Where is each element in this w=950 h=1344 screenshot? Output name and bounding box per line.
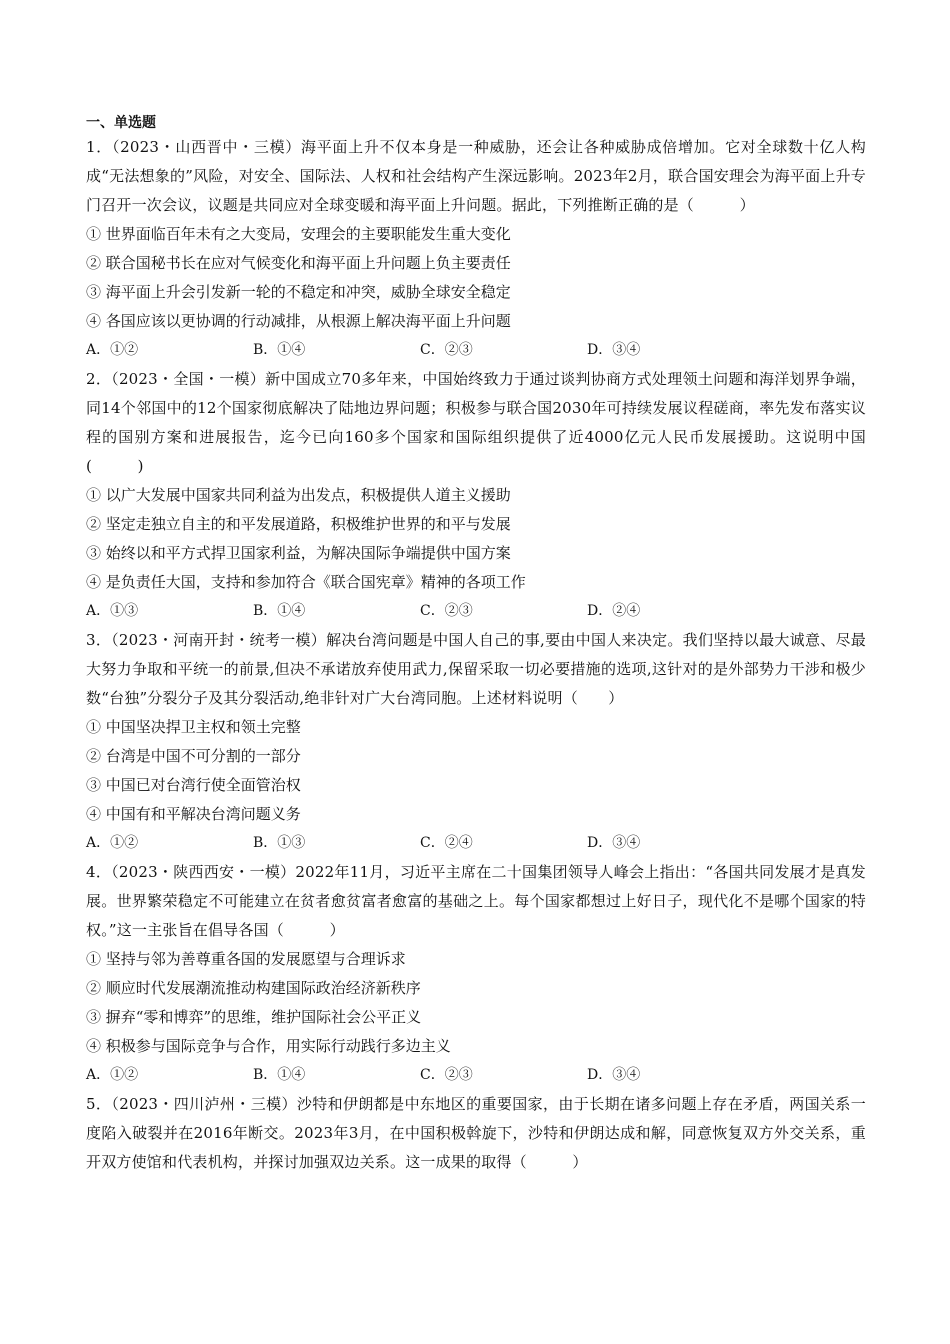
answer-choices <box>86 829 866 858</box>
answer-choices <box>86 597 866 626</box>
question-stem: 1．（2023・山西晋中・三模）海平面上升不仅本身是一种威胁，还会让各种威胁成倍增加。它对全球数十亿人构成“无法想象的”风险，对安全、国际法、人权和社会结构产生深远影响。2023年2月，联合国安理会为海平面上升专门召开一次会议，议题是共同应对全球变暖和海平面上升问题。据此，下列推断正确的是（ ） <box>86 138 866 214</box>
question-4 <box>86 858 866 1090</box>
answer-choice-a: A．①② <box>86 342 139 358</box>
question-stem: 4．（2023・陕西西安・一模）2022年11月，习近平主席在二十国集团领导人峰会上指出：“各国共同发展才是真发展。世界繁荣稳定不可能建立在贫者愈贫富者愈富的基础之上。每个国家都想过上好日子，现代化不是哪个国家的特权。”这一主张旨在倡导各国（ ） <box>86 863 866 939</box>
statement-option: ③ 摒弃“零和博弈”的思维，维护国际社会公平正义 <box>86 1008 422 1026</box>
answer-choice-b: B．①④ <box>253 342 306 358</box>
statement-option: ② 顺应时代发展潮流推动构建国际政治经济新秩序 <box>86 979 421 997</box>
answer-choice-c: C．②③ <box>420 1067 473 1083</box>
answer-choice-d: D．②④ <box>587 603 641 619</box>
statement-option: ④ 是负责任大国，支持和参加符合《联合国宪章》精神的各项工作 <box>86 573 526 591</box>
statement-option: ③ 中国已对台湾行使全面管治权 <box>86 776 301 794</box>
statement-option: ① 中国坚决捍卫主权和领土完整 <box>86 718 301 736</box>
answer-choices <box>86 336 866 365</box>
answer-choice-b: B．①④ <box>253 1067 306 1083</box>
statement-option: ③ 海平面上升会引发新一轮的不稳定和冲突，威胁全球安全稳定 <box>86 283 511 301</box>
statement-option: ② 联合国秘书长在应对气候变化和海平面上升问题上负主要责任 <box>86 254 511 272</box>
statement-option: ④ 积极参与国际竞争与合作，用实际行动践行多边主义 <box>86 1037 451 1055</box>
answer-choices <box>86 1061 866 1090</box>
question-2 <box>86 365 866 626</box>
statement-option: ① 以广大发展中国家共同利益为出发点，积极提供人道主义援助 <box>86 486 511 504</box>
question-3 <box>86 626 866 858</box>
question-5 <box>86 1090 866 1177</box>
statement-option: ① 世界面临百年未有之大变局，安理会的主要职能发生重大变化 <box>86 225 511 243</box>
statement-option: ② 坚定走独立自主的和平发展道路，积极维护世界的和平与发展 <box>86 515 511 533</box>
answer-choice-c: C．②③ <box>420 342 473 358</box>
statement-option: ④ 中国有和平解决台湾问题义务 <box>86 805 301 823</box>
answer-choice-c: C．②③ <box>420 603 473 619</box>
answer-choice-b: B．①④ <box>253 603 306 619</box>
question-stem: 5．（2023・四川泸州・三模）沙特和伊朗都是中东地区的重要国家，由于长期在诸多问题上存在矛盾，两国关系一度陷入破裂并在2016年断交。2023年3月，在中国积极斡旋下，沙特和伊朗达成和解，同意恢复双方外交关系，重开双方使馆和代表机构，并探讨加强双边关系。这一成果的取得（ ） <box>86 1095 866 1171</box>
statement-option: ② 台湾是中国不可分割的一部分 <box>86 747 301 765</box>
answer-choice-d: D．③④ <box>587 1067 641 1083</box>
answer-choice-a: A．①② <box>86 835 139 851</box>
question-list <box>86 113 866 1177</box>
section-title: 一、单选题 <box>86 115 156 131</box>
statement-option: ① 坚持与邻为善尊重各国的发展愿望与合理诉求 <box>86 950 406 968</box>
statement-option: ③ 始终以和平方式捍卫国家利益，为解决国际争端提供中国方案 <box>86 544 511 562</box>
question-stem: 2．（2023・全国・一模）新中国成立70多年来，中国始终致力于通过谈判协商方式处理领土问题和海洋划界争端，同14个邻国中的12个国家彻底解决了陆地边界问题；积极参与联合国2030年可持续发展议程磋商，率先发布落实议程的国别方案和进展报告，迄今已向160多个国家和国际组织提供了近4000亿元人民币发展援助。这说明中国( ) <box>86 370 866 475</box>
answer-choice-b: B．①③ <box>253 835 306 851</box>
statement-option: ④ 各国应该以更协调的行动减排，从根源上解决海平面上升问题 <box>86 312 511 330</box>
answer-choice-a: A．①② <box>86 1067 139 1083</box>
answer-choice-c: C．②④ <box>420 835 473 851</box>
question-stem: 3．（2023・河南开封・统考一模）解决台湾问题是中国人自己的事,要由中国人来决定。我们坚持以最大诚意、尽最大努力争取和平统一的前景,但决不承诺放弃使用武力,保留采取一切必要措施的选项,这针对的是外部势力干涉和极少数“台独”分裂分子及其分裂活动,绝非针对广大台湾同胞。上述材料说明（ ） <box>86 631 866 707</box>
question-1 <box>86 133 866 365</box>
answer-choice-a: A．①③ <box>86 603 139 619</box>
answer-choice-d: D．③④ <box>587 835 641 851</box>
answer-choice-d: D．③④ <box>587 342 641 358</box>
